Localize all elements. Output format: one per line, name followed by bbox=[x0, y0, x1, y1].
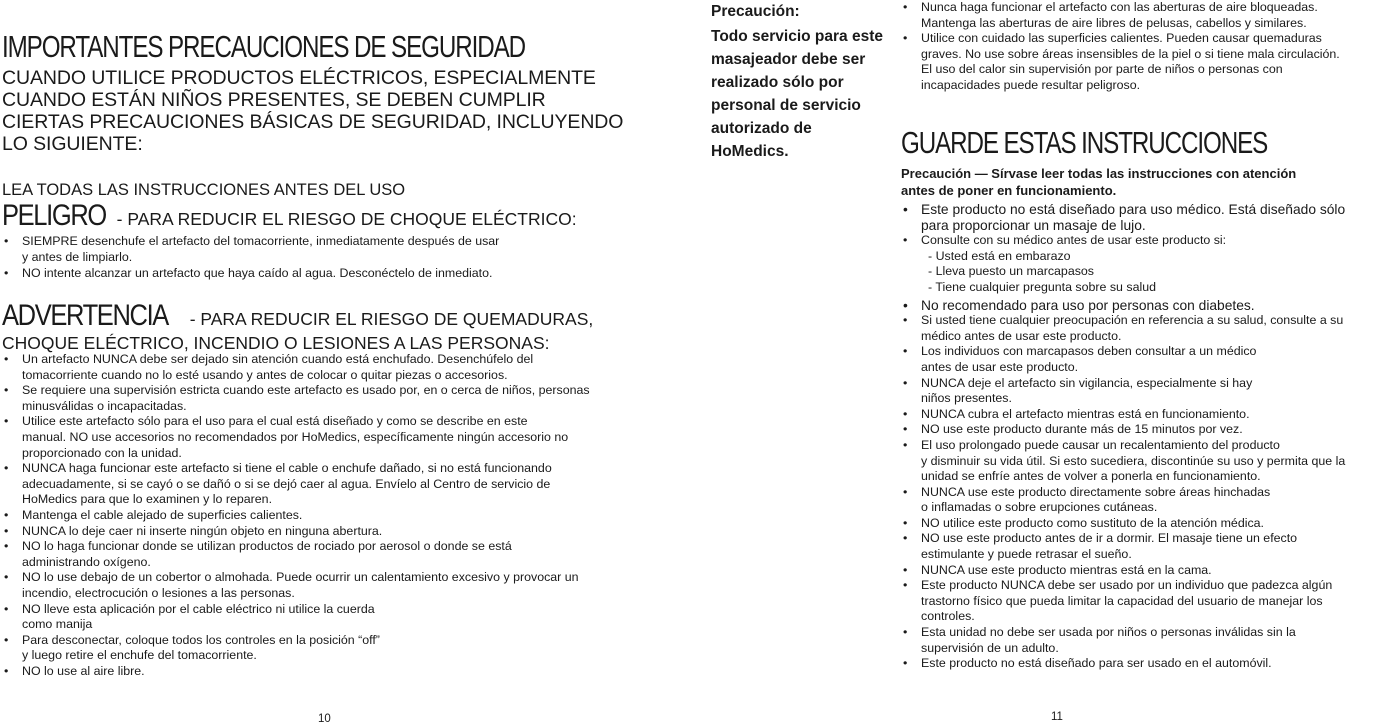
intro-line: CIERTAS PRECAUCIONES BÁSICAS DE SEGURIDAD, INCLUYENDO bbox=[2, 111, 624, 133]
list-item: • NUNCA lo deje caer ni inserte ningún objeto en ninguna abertura. bbox=[2, 524, 682, 540]
intro-line: CUANDO UTILICE PRODUCTOS ELÉCTRICOS, ESPECIALMENTE bbox=[2, 67, 596, 89]
list-item: • SIEMPRE desenchufe el artefacto del tomacorriente, inmediatamente después de usar y antes de limpiarlo. bbox=[2, 234, 682, 265]
page-number-left: 10 bbox=[318, 713, 331, 725]
list-item: • Utilice este artefacto sólo para el uso para el cual está diseñado y como se describe en este manual. NO use accesorios no recomendados por HoMedics, específicamente ningún accesorio no proporcionado con la unidad. bbox=[2, 414, 682, 461]
warning-list bbox=[2, 352, 682, 679]
list-item: • Se requiere una supervisión estricta cuando este artefacto es usado por, en o cerca de niños, personas minusválidas o incapacitadas. bbox=[2, 383, 682, 414]
list-item: • Este producto NUNCA debe ser usado por un individuo que padezca algún trastorno físico que pueda limitar la capacidad del usuario de manejar los controles. bbox=[901, 578, 1381, 625]
list-item: • Este producto no está diseñado para ser usado en el automóvil. bbox=[901, 656, 1381, 672]
sub-item: - Lleva puesto un marcapasos bbox=[928, 264, 1094, 279]
list-item: • Utilice con cuidado las superficies calientes. Pueden causar quemaduras graves. No use sobre áreas insensibles de la piel o si tiene mala circulación. El uso del calor sin supervisión por parte de niños o personas con incapacidades puede resultar peligroso. bbox=[901, 31, 1381, 93]
top-list bbox=[901, 0, 1381, 94]
danger-list bbox=[2, 234, 682, 282]
page-number-right: 11 bbox=[1051, 711, 1063, 723]
product-list bbox=[901, 202, 1381, 672]
list-item: • NUNCA deje el artefacto sin vigilancia, especialmente si hay niños presentes. bbox=[901, 376, 1381, 407]
caution-service-text: Todo servicio para este masajeador debe ser realizado sólo por personal de servicio autorizado de HoMedics. bbox=[711, 28, 883, 160]
danger-subtitle: - PARA REDUCIR EL RIESGO DE CHOQUE ELÉCTRICO: bbox=[116, 209, 577, 229]
danger-word: PELIGRO bbox=[2, 199, 106, 232]
danger-heading bbox=[2, 201, 577, 231]
warning-subtitle-line2: CHOQUE ELÉCTRICO, INCENDIO O LESIONES A LAS PERSONAS: bbox=[2, 333, 550, 353]
list-item: • Los individuos con marcapasos deben consultar a un médico antes de usar este producto. bbox=[901, 344, 1381, 375]
save-instructions-title: GUARDE ESTAS INSTRUCCIONES bbox=[901, 125, 1268, 160]
page-title: IMPORTANTES PRECAUCIONES DE SEGURIDAD bbox=[2, 29, 525, 64]
list-item: • NO lo use debajo de un cobertor o almohada. Puede ocurrir un calentamiento excesivo y provocar un incendio, electrocución o lesiones a las personas. bbox=[2, 570, 682, 601]
sub-item: - Usted está en embarazo bbox=[928, 248, 1071, 263]
list-item: • NO lo use al aire libre. bbox=[2, 664, 682, 680]
list-item: • NUNCA use este producto directamente sobre áreas hinchadas o inflamadas o sobre erupciones cutáneas. bbox=[901, 485, 1381, 516]
list-item: • Consulte con su médico antes de usar este producto si: - Usted está en embarazo - Lleva puesto un marcapasos - Tiene cualquier pregunta sobre su salud bbox=[901, 233, 1381, 295]
list-item: • Mantenga el cable alejado de superficies calientes. bbox=[2, 508, 682, 524]
list-item: • NO use este producto durante más de 15 minutos por vez. bbox=[901, 422, 1381, 438]
sub-item: - Tiene cualquier pregunta sobre su salud bbox=[928, 279, 1156, 294]
warning-heading bbox=[2, 301, 593, 331]
list-item: • Nunca haga funcionar el artefacto con las aberturas de aire bloqueadas. Mantenga las aberturas de aire libres de pelusas, cabellos y similares. bbox=[901, 0, 1381, 31]
list-item: • Si usted tiene cualquier preocupación en referencia a su salud, consulte a su médico antes de usar este producto. bbox=[901, 313, 1381, 344]
list-item: • NO intente alcanzar un artefacto que haya caído al agua. Desconéctelo de inmediato. bbox=[2, 266, 682, 282]
list-item: • No recomendado para uso por personas con diabetes. bbox=[901, 298, 1381, 314]
caution-note: Precaución — Sírvase leer todas las instrucciones con atención antes de poner en funcionamiento. bbox=[901, 166, 1297, 198]
list-item: • NUNCA haga funcionar este artefacto si tiene el cable o enchufe dañado, si no está funcionando adecuadamente, si se cayó o se dañó o si se dejó caer al agua. Envíelo al Centro de servicio de HoMedics para que lo examinen y lo reparen. bbox=[2, 461, 682, 508]
warning-subtitle: - PARA REDUCIR EL RIESGO DE QUEMADURAS, bbox=[189, 309, 594, 329]
list-item: • NO lleve esta aplicación por el cable eléctrico ni utilice la cuerda como manija bbox=[2, 602, 682, 633]
list-item: • Este producto no está diseñado para uso médico. Está diseñado sólo para proporcionar un masaje de lujo. bbox=[901, 202, 1381, 233]
caution-label: Precaución: bbox=[711, 3, 800, 20]
list-item: • El uso prolongado puede causar un recalentamiento del producto y disminuir su vida útil. Si esto sucediera, discontinúe su uso y permita que la unidad se enfríe antes de volver a ponerla en funcionamiento. bbox=[901, 438, 1381, 485]
intro-text bbox=[2, 67, 682, 155]
list-item: • Un artefacto NUNCA debe ser dejado sin atención cuando está enchufado. Desenchúfelo del tomacorriente cuando no lo esté usando y antes de colocar o quitar piezas o accesorios. bbox=[2, 352, 682, 383]
list-item: • NUNCA cubra el artefacto mientras está en funcionamiento. bbox=[901, 407, 1381, 423]
intro-line: CUANDO ESTÁN NIÑOS PRESENTES, SE DEBEN CUMPLIR bbox=[2, 89, 546, 111]
list-item: • NUNCA use este producto mientras está en la cama. bbox=[901, 563, 1381, 579]
list-item: • NO lo haga funcionar donde se utilizan productos de rociado por aerosol o donde se está administrando oxígeno. bbox=[2, 539, 682, 570]
read-all-instructions: LEA TODAS LAS INSTRUCCIONES ANTES DEL USO bbox=[2, 181, 406, 199]
intro-line: LO SIGUIENTE: bbox=[2, 133, 143, 155]
warning-word: ADVERTENCIA bbox=[2, 299, 168, 332]
list-item: • Esta unidad no debe ser usada por niños o personas inválidas sin la supervisión de un adulto. bbox=[901, 625, 1381, 656]
list-item: • Para desconectar, coloque todos los controles en la posición “off” y luego retire el enchufe del tomacorriente. bbox=[2, 633, 682, 664]
list-item: • NO use este producto antes de ir a dormir. El masaje tiene un efecto estimulante y puede retrasar el sueño. bbox=[901, 531, 1381, 562]
list-item: • NO utilice este producto como sustituto de la atención médica. bbox=[901, 516, 1381, 532]
